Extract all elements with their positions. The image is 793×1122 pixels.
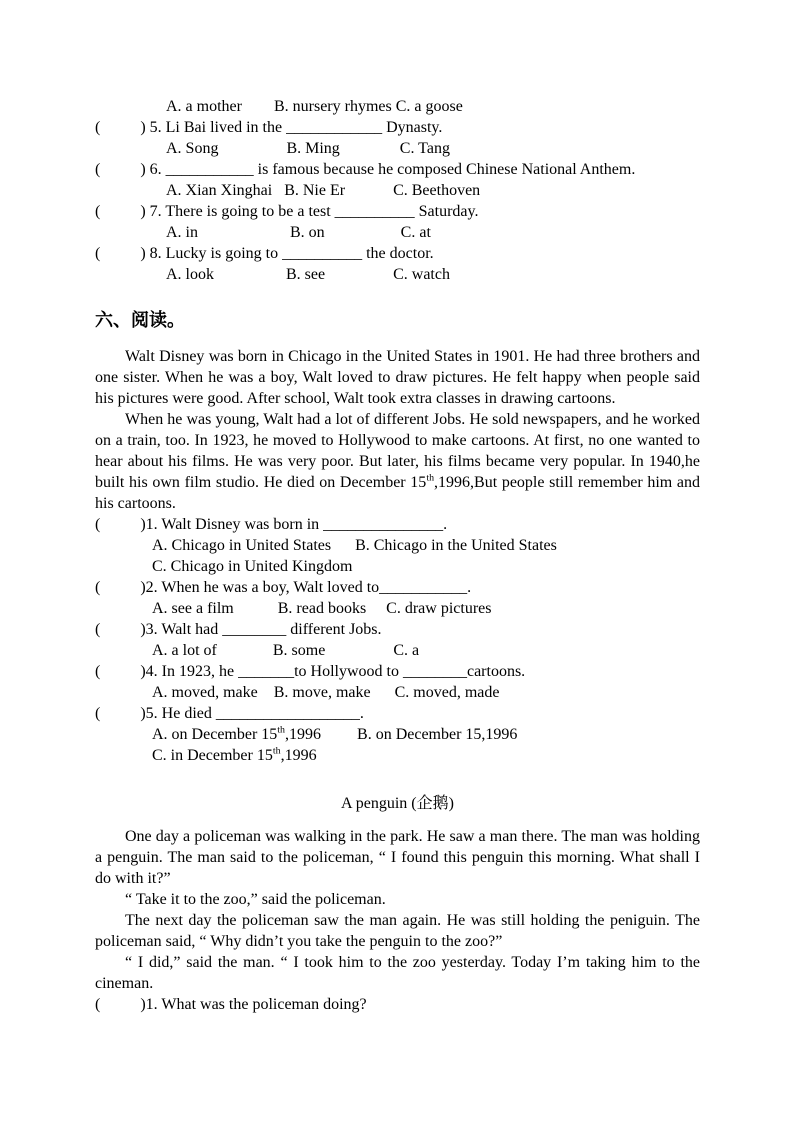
option-line: C. Chicago in United Kingdom [152, 558, 353, 575]
question-line: ( )2. When he was a boy, Walt loved to___________. [95, 579, 472, 596]
paragraph-line: The next day the policeman saw the man again. He was still holding the peniguin. The policeman said, “ Why didn’t you take the penguin to the zoo?” [95, 912, 700, 950]
option-line: A. Song B. Ming C. Tang [166, 140, 450, 157]
question-line: ( ) 6. ___________ is famous because he composed Chinese National Anthem. [95, 161, 636, 178]
paragraph-line: Walt Disney was born in Chicago in the United States in 1901. He had three brothers and one sister. When he was a boy, Walt loved to draw pictures. He felt happy when people said his pictures were good. After school, Walt took extra classes in drawing cartoons. [95, 348, 700, 407]
option-line: A. in B. on C. at [166, 224, 431, 241]
document-body [95, 96, 700, 1015]
section-heading: 六、阅读。 [95, 310, 185, 330]
option-line: A. see a film B. read books C. draw pictures [152, 600, 492, 617]
option-line: A. a lot of B. some C. a [152, 642, 420, 659]
paragraph-line: “ I did,” said the man. “ I took him to the zoo yesterday. Today I’m taking him to the cineman. [95, 954, 700, 992]
option-line: A. a mother B. nursery rhymes C. a goose [166, 98, 463, 115]
question-line: ( )4. In 1923, he _______to Hollywood to ________cartoons. [95, 663, 526, 680]
option-line: C. in December 15th,1996 [152, 745, 317, 764]
question-line: ( ) 7. There is going to be a test __________ Saturday. [95, 203, 479, 220]
question-line: ( )1. Walt Disney was born in _______________. [95, 516, 448, 533]
question-line: ( )3. Walt had ________ different Jobs. [95, 621, 382, 638]
option-line: A. on December 15th,1996 B. on December 15,1996 [152, 724, 518, 743]
question-line: ( )1. What was the policeman doing? [95, 996, 367, 1013]
question-line: ( ) 5. Li Bai lived in the ____________ Dynasty. [95, 119, 443, 136]
paragraph-line: One day a policeman was walking in the park. He saw a man there. The man was holding a penguin. The man said to the policeman, “ I found this penguin this morning. What shall I do with it?” [95, 828, 700, 887]
option-line: A. Xian Xinghai B. Nie Er C. Beethoven [166, 182, 481, 199]
option-line: A. Chicago in United States B. Chicago in the United States [152, 537, 557, 554]
question-line: ( ) 8. Lucky is going to __________ the doctor. [95, 245, 434, 262]
option-line: A. moved, make B. move, make C. moved, made [152, 684, 500, 701]
paragraph-line: When he was young, Walt had a lot of different Jobs. He sold newspapers, and he worked on a train, too. In 1923, he moved to Hollywood to make cartoons. At first, no one wanted to hear about his films. He was very poor. But later, his films became very popular. In 1940,he built his own film studio. He died on December 15th,1996,But people still remember him and his cartoons. [95, 411, 700, 512]
option-line: A. look B. see C. watch [166, 266, 450, 283]
question-line: ( )5. He died __________________. [95, 705, 364, 722]
passage-title: A penguin (企鹅) [341, 795, 454, 812]
paragraph-line: “ Take it to the zoo,” said the policeman. [125, 891, 386, 908]
